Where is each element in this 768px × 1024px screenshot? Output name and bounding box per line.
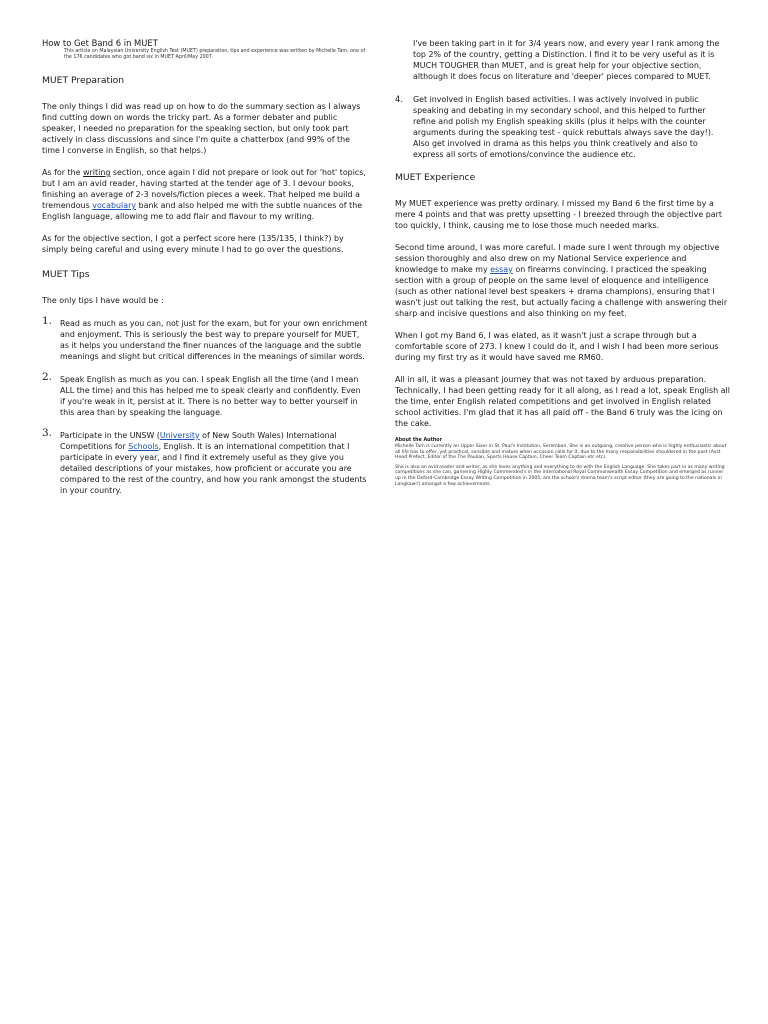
experience-paragraph-4: All in all, it was a pleasant journey that was not taxed by arduous preparation. Technically, I had been getting ready for it all along, as I read a lot, speak English all the time, enter English related competitions and get involved in English related school activities. I'm glad that it has all paid off - the Band 6 truly was the icing on the cake.	[395, 375, 730, 428]
prep-paragraph-2	[42, 167, 368, 222]
list-item	[42, 427, 368, 496]
list-item-3-continued: I've been taking part in it for 3/4 years now, and every year I rank among the top 2% of the country, getting a Distinction. I find it to be very useful as it is MUCH TOUGHER than MUET, and is great help for your objective section, although it does focus on literature and 'deeper' pieces compared to MUET.	[413, 39, 720, 81]
list-item	[42, 371, 368, 418]
experience-paragraph-2	[395, 242, 730, 319]
writing-link[interactable]: writing	[83, 168, 111, 177]
university-link[interactable]: University	[159, 431, 200, 440]
list-number: 2.	[42, 371, 53, 383]
about-author-paragraph-2: She is also an avid reader and writer, as she loves anything and everything to do with the English Language. She takes part in as many writing competitions as she can, garnering Highly Commended's in the international Royal Commonwealth Essay Competition and emerged as runner up in the Oxford-Cambridge Essay Writing Competition in 2005, am the school's drama team's script editor (they are going to the nationals in Langkawi!) amongst a few achievements.	[395, 464, 725, 487]
text-run: section, once again I did not prepare or look out for 'hot' topics, but I am an avid reader, having started at the tender age of 3. I devour books, finishing an average of 2-3 novels/fiction pieces a week. That helped me build a tremendous	[42, 168, 366, 210]
experience-paragraph-3: When I got my Band 6, I was elated, as it wasn't just a scrape through but a comfortable score of 273. I knew I could do it, and I wish I had been more serious during my first try as it would have saved me RM60.	[395, 331, 719, 362]
text-run: on firearms convincing. I practiced the speaking section with a group of people on the same level of eloquence and intelligence (such as other national level best speakers + drama champions), ensuring that I wasn't just out talking the rest, but actually facing a challenge with answering their sharp and incisive questions and also thinking on my feet.	[395, 265, 728, 318]
left-column	[42, 38, 368, 508]
list-number: 1.	[42, 315, 53, 327]
prep-paragraph-3: As for the objective section, I got a perfect score here (135/135, I think?) by simply being careful and using every minute I had to go over the questions.	[42, 234, 344, 254]
article-title: How to Get Band 6 in MUET	[42, 38, 158, 48]
prep-paragraph-1: The only things I did was read up on how to do the summary section as I always find cutting down on words the tricky part. As a former debater and public speaker, I needed no preparation for the speaking section, but only took part actively in class discussions and since I'm quite a chatterbox (and 99% of the time I converse in English, so that helps.)	[42, 102, 361, 155]
list-item-text: Get involved in English based activities. I was actively involved in public speaking and debating in my secondary school, and this helped to further refine and polish my English speaking skills (plus it helps with the counter arguments during the speaking test - quick rebuttals always save the day!). Also get involved in drama as this helps you think creatively and also to express all sorts of emotions/convince the audience etc.	[413, 95, 714, 159]
text-run: Participate in the UNSW (	[60, 431, 160, 440]
about-author-heading: About the Author	[395, 438, 442, 443]
tips-lead: The only tips I have would be :	[42, 296, 164, 305]
text-run: of New South Wales) International Competitions for	[60, 431, 337, 451]
vocabulary-link[interactable]: vocabulary	[92, 201, 137, 210]
tips-list	[42, 315, 368, 496]
text-run: As for the	[42, 168, 84, 177]
about-author-paragraph-1: Michelle Tam is currently an Upper Sixer in St. Paul's Institution, Seremban. She is an outgoing, creative person who is highly enthusiastic about all life has to offer, yet practical, sensible and mature when occasion calls for it, due to the many responsibilities shouldered in the past (Asst Head Prefect, Editor of the The Paulian, Sports House Captain, Cheer Team Captain etc etc).	[395, 444, 727, 461]
list-item	[395, 94, 730, 160]
text-run: , English. It is an international competition that I participate in every year, and I find it extremely useful as they give you detailed descriptions of your mistakes, how proficient or accurate you are compared to the rest of the country, and how you rank amongst the students in your country.	[60, 442, 367, 495]
schools-link[interactable]: Schools	[128, 442, 159, 451]
section-heading-experience: MUET Experience	[395, 172, 476, 183]
experience-paragraph-1: My MUET experience was pretty ordinary. I missed my Band 6 the first time by a mere 4 points and that was pretty upsetting - I breezed through the objective part too quickly, I think, causing me to lose those much needed marks.	[395, 199, 723, 230]
right-column	[395, 38, 730, 491]
list-item-text: Speak English as much as you can. I speak English all the time (and I mean ALL the time) and this has helped me to speak clearly and confidently. Even if you're weak in it, persist at it. There is no better way to better yourself in this area than by speaking the language.	[60, 375, 361, 417]
list-item	[42, 315, 368, 362]
article-intro: This article on Malaysian University English Test (MUET) preparation, tips and experience was written by Michelle Tam, one of the 176 candidates who got band six in MUET April/May 2007.	[64, 49, 366, 60]
section-heading-preparation: MUET Preparation	[42, 75, 125, 86]
tips-list-continued	[395, 94, 730, 160]
list-number: 4.	[395, 94, 403, 104]
section-heading-tips: MUET Tips	[42, 269, 90, 280]
text-run: bank and also helped me with the subtle nuances of the English language, allowing me to add flair and flavour to my writing.	[42, 201, 363, 221]
text-run: Second time around, I was more careful. I made sure I went through my objective session thoroughly and also drew on my National Service experience and knowledge to make my	[395, 243, 720, 274]
essay-link[interactable]: essay	[490, 265, 513, 274]
list-item-text: Read as much as you can, not just for the exam, but for your own enrichment and enjoyment. This is seriously the best way to prepare yourself for MUET, as it helps you understand the finer nuances of the language and the subtle meanings and slight but critical differences in the meanings of similar words.	[60, 319, 368, 361]
list-number: 3.	[42, 427, 53, 439]
